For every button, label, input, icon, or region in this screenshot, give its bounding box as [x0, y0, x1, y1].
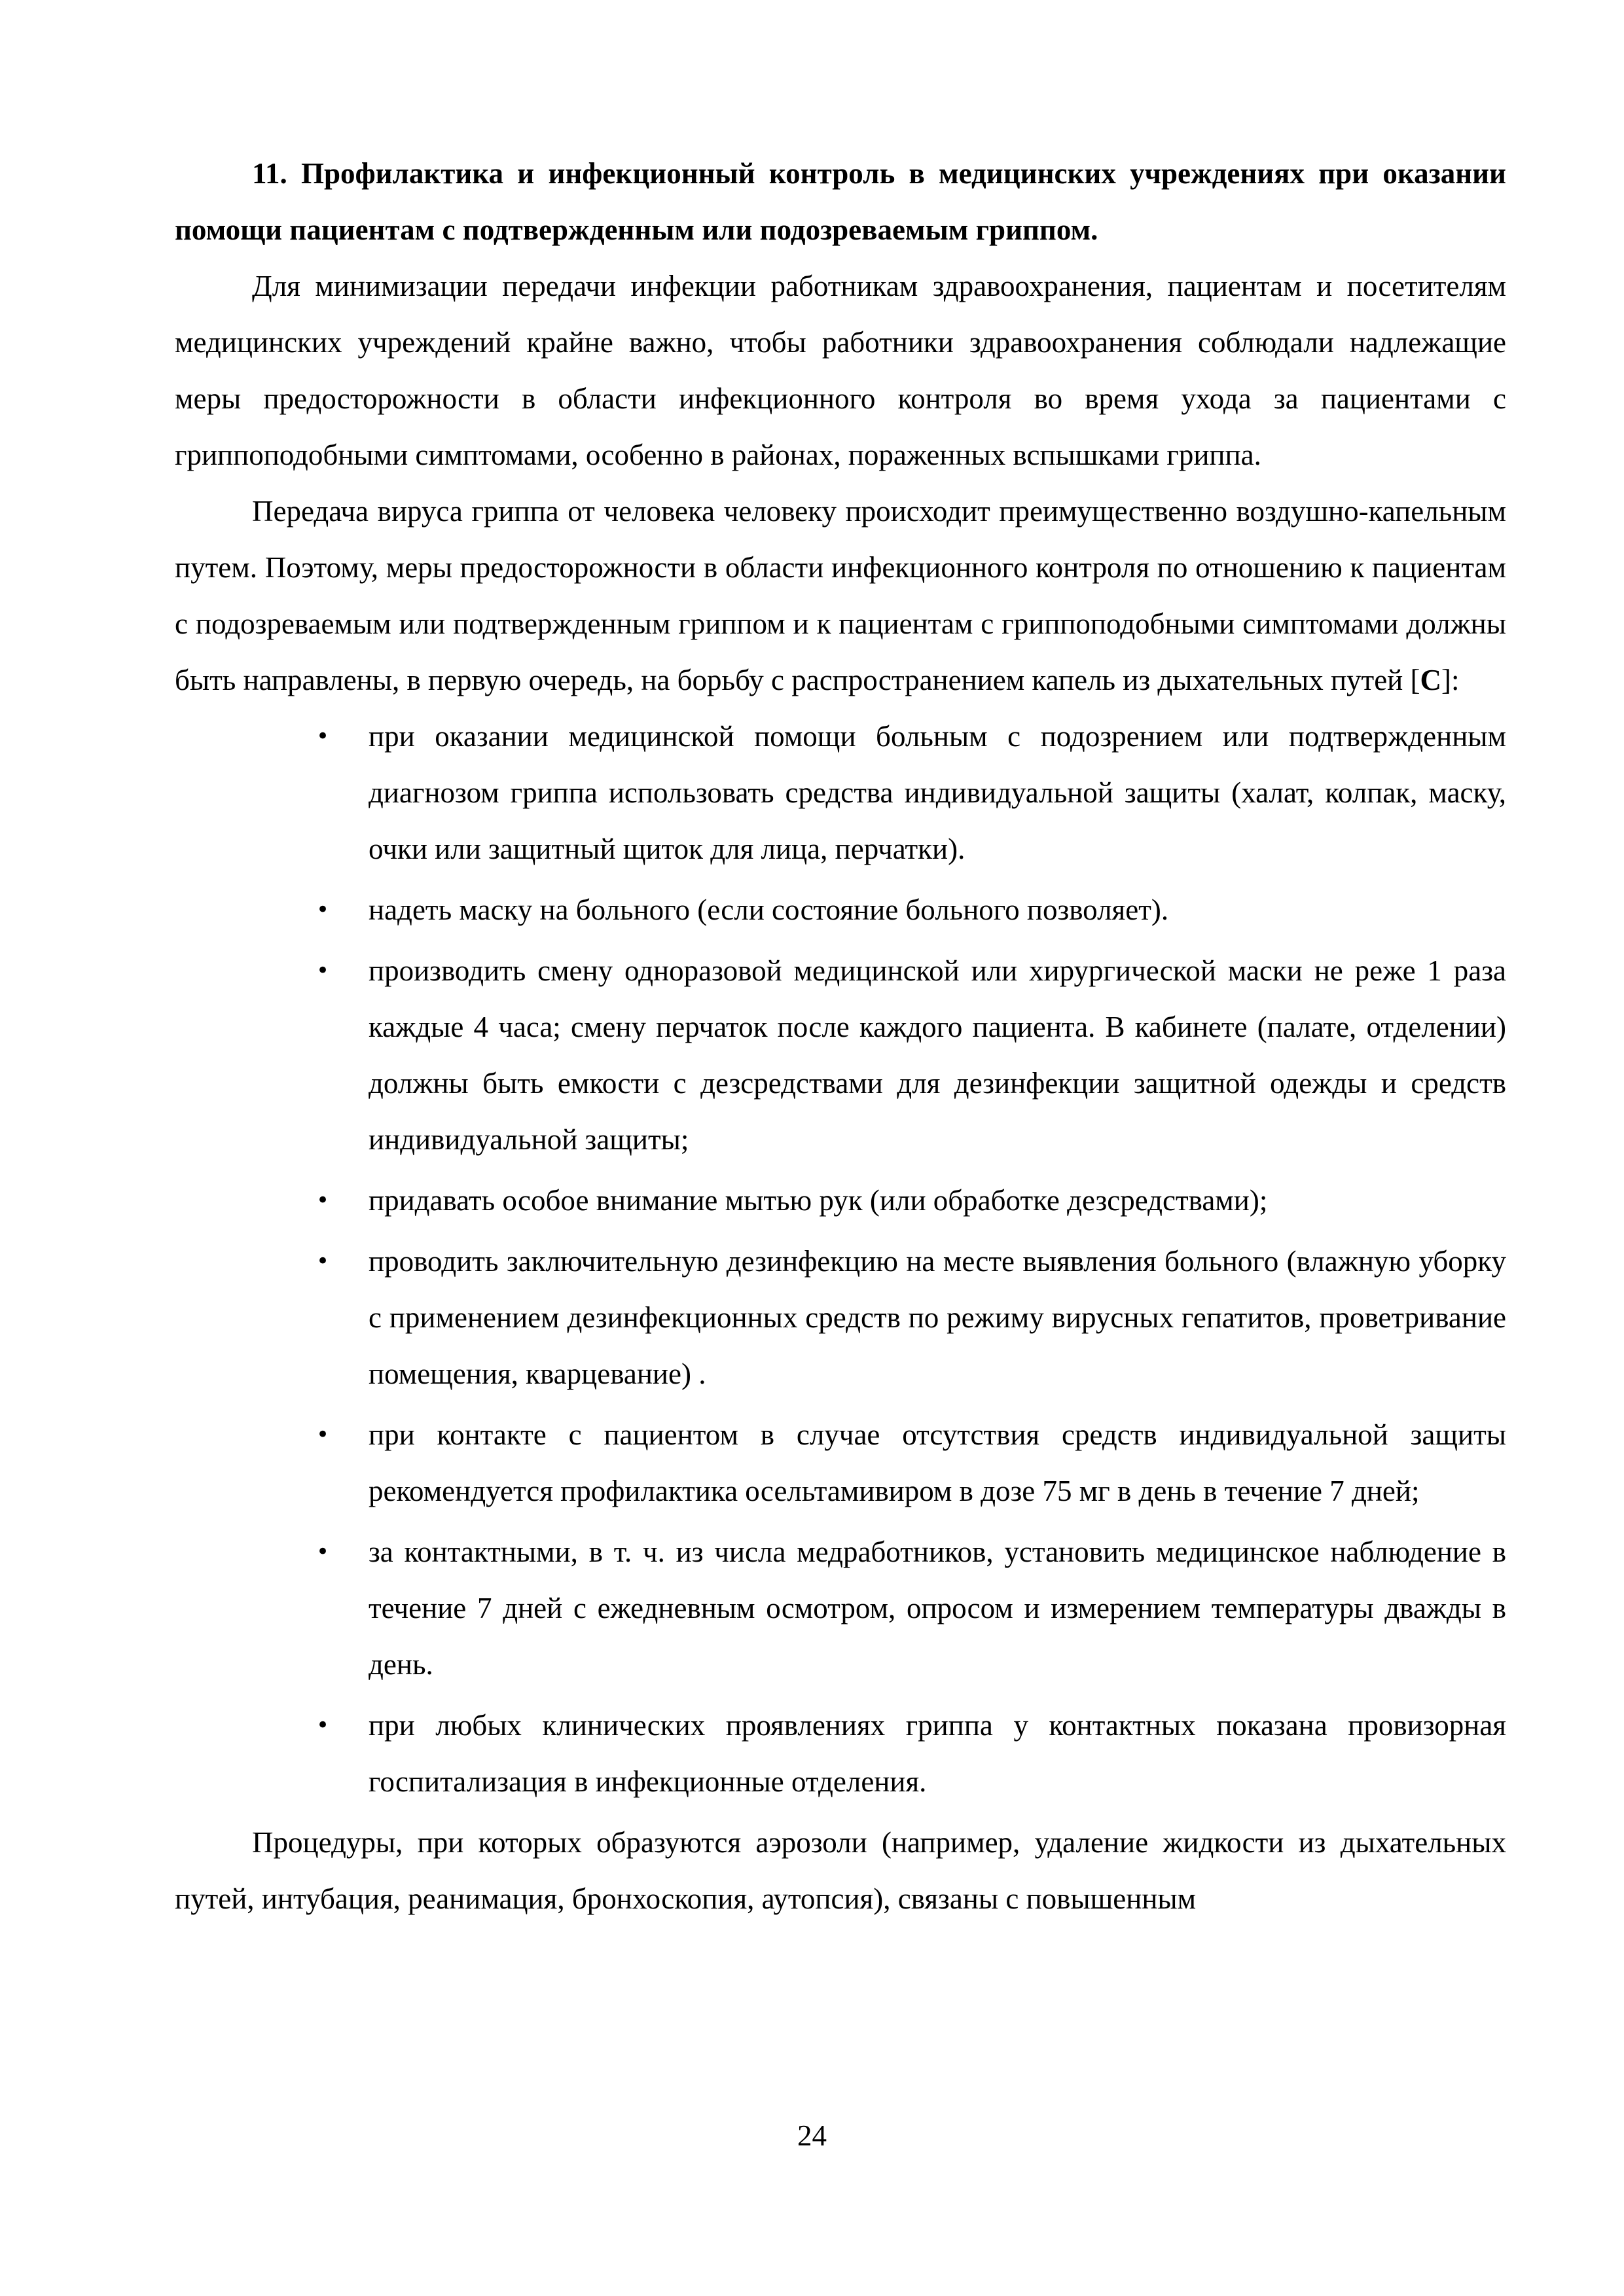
list-item-text: проводить заключительную дезинфекцию на месте выявления больного (влажную уборку с применением дезинфекционных средств по режиму вирусных гепатитов, проветривание помещения, кварцевание) .: [369, 1245, 1506, 1390]
list-item: [316, 1697, 1506, 1810]
list-item: [316, 1233, 1506, 1402]
reference-close-bracket: ]:: [1441, 664, 1460, 696]
list-item: [316, 882, 1506, 938]
bullet-icon: •: [316, 1422, 330, 1448]
bullet-icon: •: [316, 1187, 330, 1213]
list-item-text: производить смену одноразовой медицинской или хирургической маски не реже 1 раза каждые 4 часа; смену перчаток после каждого пациента. В кабинете (палате, отделении) должны быть емкости с дезсредствами для дезинфекции защитной одежды и средств индивидуальной защиты;: [369, 954, 1506, 1156]
paragraph-virus-transmission: [175, 483, 1506, 708]
list-item-text: надеть маску на больного (если состояние больного позволяет).: [369, 893, 1169, 926]
paragraph-virus-transmission-text: Передача вируса гриппа от человека человеку происходит преимущественно воздушно-капельным путем. Поэтому, меры предосторожности в области инфекционного контроля по отношению к пациентам с подозреваемым или подтвержденным гриппом и к пациентам с гриппоподобными симптомами должны быть направлены, в первую очередь, на борьбу с распространением капель из дыхательных путей: [175, 495, 1506, 696]
bullet-icon: •: [316, 958, 330, 984]
paragraph-infection-minimization: Для минимизации передачи инфекции работникам здравоохранения, пациентам и посетителям медицинских учреждений крайне важно, чтобы работники здравоохранения соблюдали надлежащие меры предосторожности в области инфекционного контроля во время ухода за пациентами с гриппоподобными симптомами, особенно в районах, пораженных вспышками гриппа.: [175, 270, 1506, 471]
bullet-icon: •: [316, 723, 330, 749]
bullet-icon: •: [316, 1712, 330, 1738]
paragraph-aerosol-procedures: Процедуры, при которых образуются аэрозоли (например, удаление жидкости из дыхательных путей, интубация, реанимация, бронхоскопия, аутопсия), связаны с повышенным: [175, 1826, 1506, 1915]
evidence-level-letter: С: [1420, 664, 1441, 696]
list-item-text: при оказании медицинской помощи больным с подозрением или подтвержденным диагнозом гриппа использовать средства индивидуальной защиты (халат, колпак, маску, очки или защитный щиток для лица, перчатки).: [369, 720, 1506, 865]
section-heading: 11. Профилактика и инфекционный контроль в медицинских учреждениях при оказании помощи пациентам с подтвержденным или подозреваемым гриппом.: [175, 157, 1506, 246]
bullet-icon: •: [316, 897, 330, 923]
precautions-list: [175, 708, 1506, 1810]
bullet-icon: •: [316, 1248, 330, 1274]
reference-open-bracket: [: [1403, 664, 1420, 696]
page-number: 24: [797, 2119, 827, 2152]
list-item: [316, 1172, 1506, 1229]
list-item: [316, 708, 1506, 877]
list-item-text: при контакте с пациентом в случае отсутствия средств индивидуальной защиты рекомендуется профилактика осельтамивиром в дозе 75 мг в день в течение 7 дней;: [369, 1418, 1506, 1507]
list-item: [316, 1524, 1506, 1693]
list-item-text: придавать особое внимание мытью рук (или обработке дезсредствами);: [369, 1184, 1268, 1217]
document-page: [175, 145, 1506, 1927]
list-item: [316, 942, 1506, 1168]
bullet-icon: •: [316, 1539, 330, 1565]
list-item-text: при любых клинических проявлениях гриппа у контактных показана провизорная госпитализация в инфекционные отделения.: [369, 1709, 1506, 1798]
list-item: [316, 1407, 1506, 1519]
list-item-text: за контактными, в т. ч. из числа медработников, установить медицинское наблюдение в течение 7 дней с ежедневным осмотром, опросом и измерением температуры дважды в день.: [369, 1535, 1506, 1681]
